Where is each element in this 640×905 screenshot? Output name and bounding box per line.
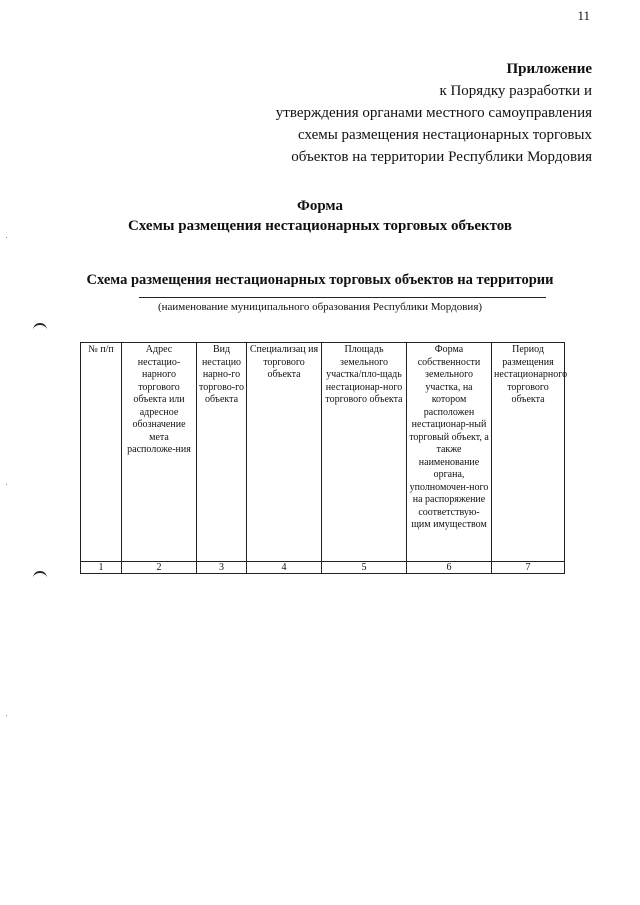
column-header-address: Адрес нестацио-нарного торгового объекта или адресное обозначение мета расположе-ния (122, 343, 197, 562)
column-number-cell: 3 (197, 562, 247, 574)
form-title: Форма (296, 198, 344, 214)
column-number-cell: 5 (322, 562, 407, 574)
column-number-cell: 4 (247, 562, 322, 574)
column-header-area: Площадь земельного участка/пло-щадь нестационар-ного торгового объекта (322, 343, 407, 562)
appendix-title: Приложение (506, 61, 592, 77)
column-header-specialization: Специализац ия торгового объекта (247, 343, 322, 562)
table-row-column-numbers (81, 562, 565, 574)
scheme-heading: Схема размещения нестационарных торговых объектов на территории (86, 272, 554, 288)
page-number: 11 (577, 8, 590, 23)
municipality-note: (наименование муниципального образования Республики Мордовия) (157, 301, 483, 313)
column-number-cell: 7 (492, 562, 565, 574)
appendix-line: схемы размещения нестационарных торговых (297, 127, 592, 143)
hole-punch-mark (33, 571, 47, 579)
municipality-blank-line (139, 297, 546, 298)
form-title-block (0, 196, 640, 236)
scan-speck (6, 237, 7, 238)
column-number-cell: 1 (81, 562, 122, 574)
appendix-line: утверждения органами местного самоуправления (275, 105, 592, 121)
column-header-ownership: Форма собственности земельного участка, на котором расположен нестационар-ный торговый объект, а также наименование органа, уполномочен-ного на распоряжение соответствую-щим имуществом (407, 343, 492, 562)
appendix-line: объектов на территории Республики Мордовия (291, 149, 592, 165)
scan-speck (6, 715, 7, 716)
column-header-number: № п/п (81, 343, 122, 562)
column-number-cell: 2 (122, 562, 197, 574)
hole-punch-mark (33, 323, 47, 331)
form-subtitle: Схемы размещения нестационарных торговых объектов (127, 218, 513, 234)
appendix-block (276, 58, 592, 168)
column-header-period: Период размещения нестационарного торгового объекта (492, 343, 565, 562)
table-header-row (81, 343, 565, 562)
scan-speck (6, 484, 7, 485)
column-number-cell: 6 (407, 562, 492, 574)
column-header-type: Вид нестацио нарно-го торгово-го объекта (197, 343, 247, 562)
scheme-table (80, 342, 568, 574)
appendix-line: к Порядку разработки и (439, 83, 592, 99)
